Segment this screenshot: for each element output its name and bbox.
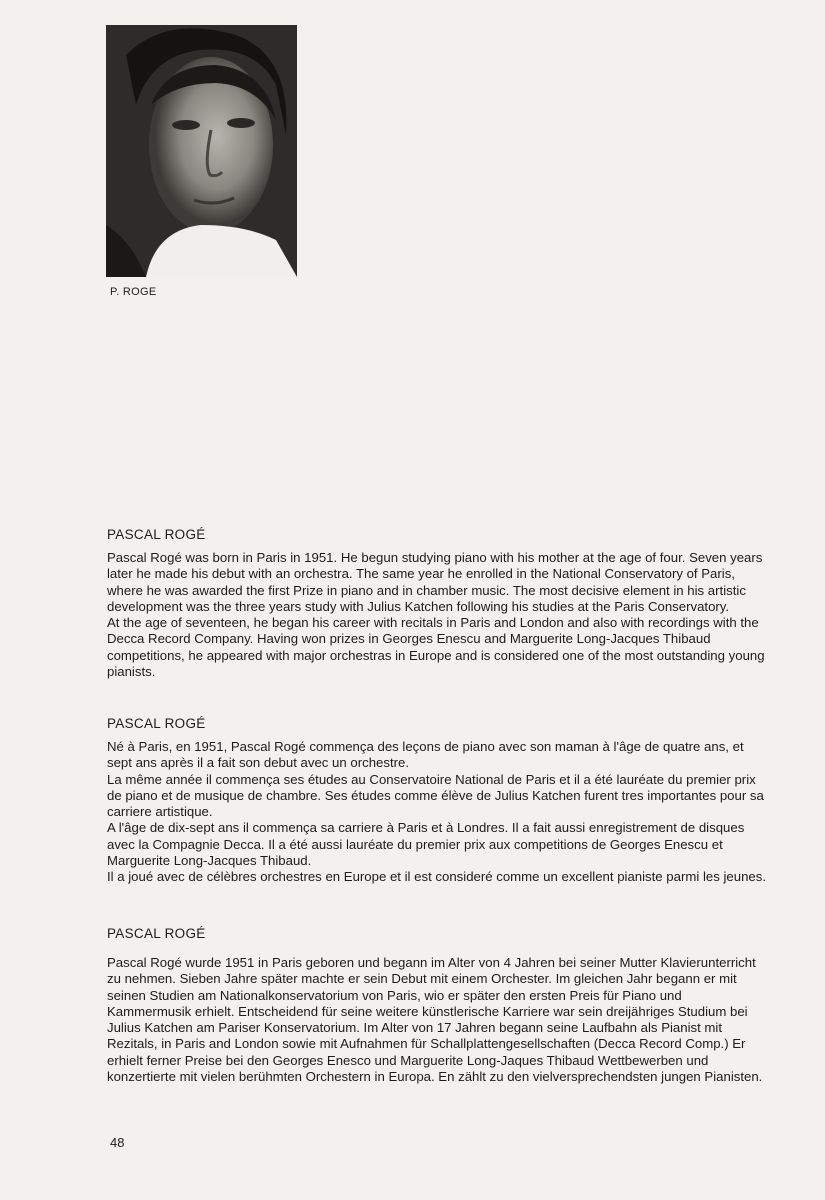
photo-caption: P. ROGE bbox=[110, 286, 157, 298]
french-paragraph-1: Né à Paris, en 1951, Pascal Rogé commença des leçons de piano avec son maman à l'âge de quatre ans, et sept ans après il a fait son debut avec un orchestre. bbox=[107, 739, 744, 771]
french-paragraph-3: A l'âge de dix-sept ans il commença sa carriere à Paris et à Londres. Il a fait aussi enregistrement de disques avec la Compagnie Decca. Il a été aussi lauréate du premier prix aux competitions de Georges Enescu et Marguerite Long-Jacques Thibaud. bbox=[107, 820, 745, 869]
section-heading: PASCAL ROGÉ bbox=[107, 926, 206, 941]
german-paragraph-1: Pascal Rogé wurde 1951 in Paris geboren und begann im Alter von 4 Jahren bei seiner Mutter Klavierunterricht zu nehmen. Sieben Jahre später machte er sein Debut mit einem Orchester. Im gleichen Jahr begann er mit seinen Studien am Nationalkonservatorium von Paris, wio er später den ersten Preis für Piano und Kammermusik erhielt. Entscheidend für seine weitere künstlerische Karriere war sein dreijähriges Studium bei Julius Katchen am Pariser Konservatorium. Im Alter von 17 Jahren begann seine Laufbahn als Pianist mit Rezitals, in Paris and London sowie mit Aufnahmen für Schallplattengesellschaften (Decca Record Comp.) Er erhielt ferner Preise bei den Georges Enesco und Marguerite Long-Jaques Thibaud Wettbewerben und konzertierte mit vielen berühmten Orchestern in Europa. En zählt zu den vielversprechendsten jungen Pianisten. bbox=[107, 955, 763, 1085]
french-paragraph-2: La même année il commença ses études au Conservatoire National de Paris et il a été lauréate du premier prix de piano et de musique de chambre. Ses études comme élève de Julius Katchen furent tres importantes pour sa carriere artistique. bbox=[107, 771, 764, 820]
english-paragraph-2: At the age of seventeen, he began his career with recitals in Paris and London and also with recordings with the Decca Record Company. Having won prizes in Georges Enescu and Marguerite Long-Jacques Thibaud competitions, he appeared with major orchestras in Europe and is considered one of the most outstanding young pianists. bbox=[107, 615, 765, 680]
section-heading: PASCAL ROGÉ bbox=[107, 527, 206, 542]
english-paragraph-1: Pascal Rogé was born in Paris in 1951. He begun studying piano with his mother at the age of four. Seven years later he made his debut with an orchestra. The same year he enrolled in the National Conservatory of Paris, where he was awarded the first Prize in piano and in chamber music. The most decisive element in his artistic development was the three years study with Julius Katchen following his studies at the Paris Conservatory. bbox=[107, 550, 763, 614]
german-section bbox=[107, 926, 767, 1085]
french-paragraph-4: Il a joué avec de célèbres orchestres en Europe et il est consideré comme un excellent pianiste parmi les jeunes. bbox=[107, 869, 766, 885]
english-section bbox=[107, 527, 767, 680]
section-heading: PASCAL ROGÉ bbox=[107, 716, 206, 731]
page-number: 48 bbox=[110, 1135, 125, 1150]
portrait-photo-icon bbox=[106, 25, 297, 277]
french-section bbox=[107, 716, 767, 886]
portrait-photo bbox=[106, 25, 297, 277]
